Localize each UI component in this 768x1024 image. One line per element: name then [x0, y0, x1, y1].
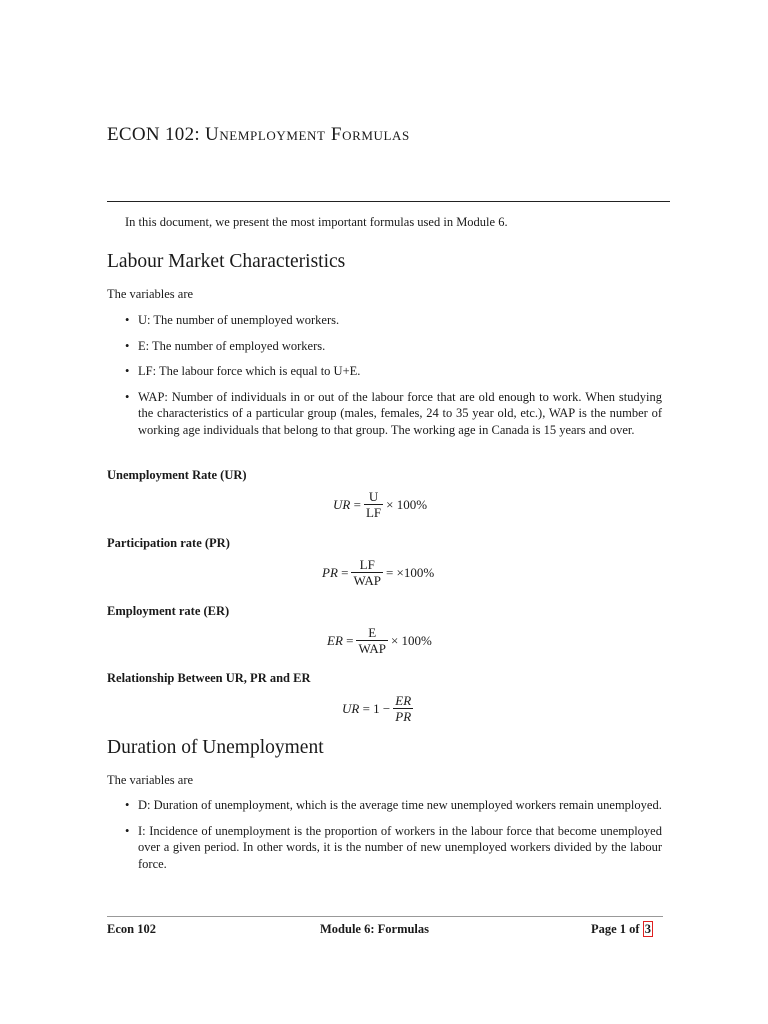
bullet-icon: • — [125, 338, 130, 353]
heading-relationship: Relationship Between UR, PR and ER — [107, 671, 311, 685]
footer-divider — [107, 916, 663, 917]
duration-lead: The variables are — [107, 773, 194, 787]
page-total-link[interactable]: 3 — [644, 922, 651, 936]
bullet-icon: • — [125, 798, 130, 812]
formula-employment-rate: ER = $\frac{E}{\text{WAP}}$ × 100% — [327, 625, 432, 656]
title-prefix: ECON 102: — [107, 124, 205, 145]
heading-participation-rate: Participation rate (PR) — [107, 536, 230, 550]
formula-participation-rate: PR = $\frac{LF}{\text{WAP}}$ = ×100% — [322, 557, 435, 588]
footer-page-number: Page 1 of 3 — [591, 922, 651, 936]
duration-variable-list — [107, 797, 662, 881]
bullet-icon: • — [125, 389, 130, 404]
document-title — [107, 124, 410, 146]
section-heading-duration: Duration of Unemployment — [107, 737, 324, 758]
bullet-icon: • — [125, 313, 130, 327]
formula-unemployment-rate: UR = $\frac{U}{LF}$ × 100% — [333, 489, 428, 520]
list-item: • U: The number of unemployed workers. — [125, 313, 340, 327]
bullet-icon: • — [125, 364, 130, 378]
heading-unemployment-rate: Unemployment Rate (UR) — [107, 468, 247, 482]
intro-paragraph: In this document, we present the most important formulas used in Module 6. — [125, 215, 508, 229]
title-divider — [107, 201, 670, 202]
list-item: • LF: The labour force which is equal to U+E. — [125, 364, 361, 378]
list-item: • I: Incidence of unemployment is the proportion of workers in the labour force that become unemployed over a given period. In other words, it is the number of new unemployed workers divided by the labour force. — [125, 823, 662, 871]
labour-variable-list — [107, 312, 662, 447]
list-item: • WAP: Number of individuals in or out of the labour force that are old enough to work. When studying the characteristics of a particular group (males, females, 24 to 35 year old, etc.), WAP is the number of working age individuals that belong to that group. The working age in Canada is 15 years and over. — [125, 389, 662, 437]
list-item: • D: Duration of unemployment, which is the average time new unemployed workers remain unemployed. — [125, 798, 662, 812]
title-main: Unemployment Formulas — [205, 124, 410, 145]
bullet-icon: • — [125, 823, 130, 838]
list-item: • E: The number of employed workers. — [125, 338, 326, 353]
section-heading-labour: Labour Market Characteristics — [107, 251, 346, 272]
footer-module: Module 6: Formulas — [320, 922, 430, 936]
labour-lead: The variables are — [107, 287, 194, 301]
formula-relationship: UR = 1 − $\frac{ER}{PR}$ — [342, 693, 412, 724]
footer-course: Econ 102 — [107, 922, 156, 936]
heading-employment-rate: Employment rate (ER) — [107, 604, 230, 618]
